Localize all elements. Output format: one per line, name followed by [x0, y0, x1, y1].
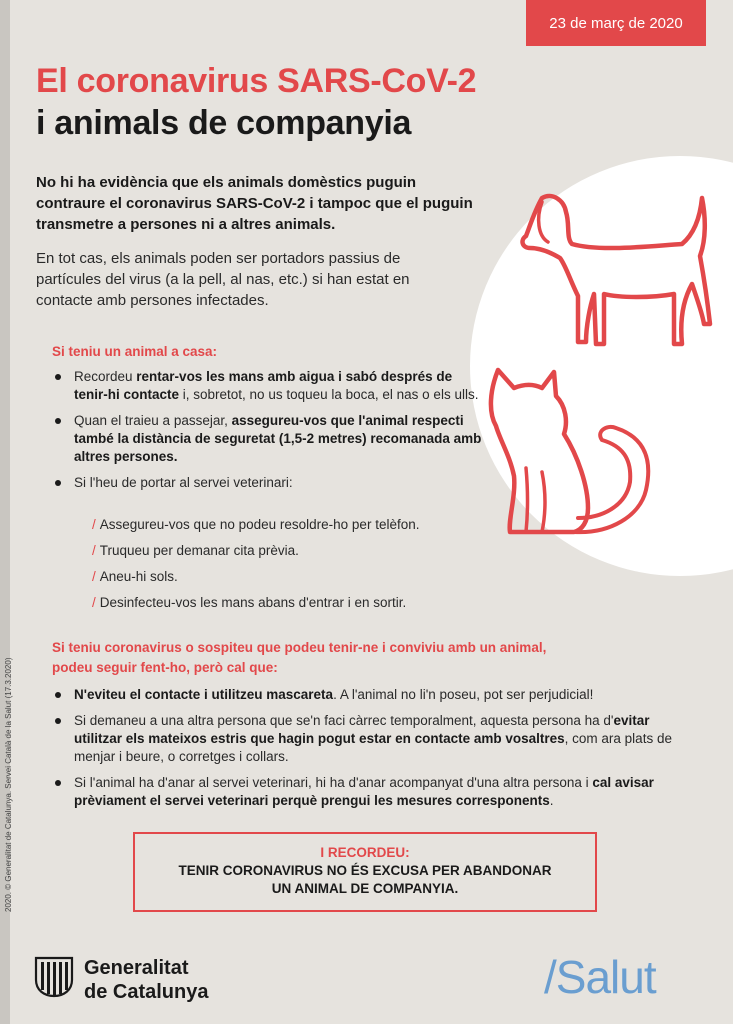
remember-message-line-2: UN ANIMAL DE COMPANYIA.	[271, 881, 459, 896]
generalitat-wordmark: Generalitat de Catalunya	[84, 957, 209, 1003]
generalitat-emblem-icon	[34, 954, 74, 998]
list-item: Si l'animal ha d'anar al servei veterinari, hi ha d'anar acompanyat d'una altra persona i cal avisar prèviament el servei veterinari perquè prengui les mesures corresponents.	[52, 774, 682, 810]
pet-illustration	[470, 156, 733, 576]
list-item: Quan el traieu a passejar, assegureu-vos que l'animal respecti també la distància de seguretat (1,5-2 metres) recomanada amb altres persones.	[52, 412, 482, 466]
intro-statement: No hi ha evidència que els animals domèstics puguin contraure el coronavirus SARS-CoV-2 i tampoc que el puguin transmetre a persones ni a altres animals.	[36, 174, 473, 233]
covid-advice-list	[52, 686, 682, 810]
slash-icon: /	[92, 543, 96, 558]
intro-text: En tot cas, els animals poden ser portadors passius de partícules del virus (a la pell, al nas, etc.) si han estat en contacte amb persones infectades.	[36, 250, 410, 309]
list-item: N'eviteu el contacte i utilitzeu mascareta. A l'animal no li'n poseu, pot ser perjudicial!	[52, 686, 682, 704]
home-advice-list	[52, 368, 482, 492]
salut-logo: /Salut	[544, 951, 656, 1003]
vet-subitem: / Truqueu per demanar cita prèvia.	[92, 543, 299, 558]
vet-subitem: / Aneu-hi sols.	[92, 569, 178, 584]
list-item: Si l'heu de portar al servei veterinari:	[52, 474, 482, 492]
title-line-2: i animals de companyia	[36, 104, 412, 142]
title-line-1: El coronavirus SARS-CoV-2	[36, 62, 477, 100]
dog-outline-icon	[523, 196, 710, 344]
section-covid-heading: Si teniu coronavirus o sospiteu que podeu tenir-ne i conviviu amb un animal, podeu seguir fent-ho, però cal que:	[52, 640, 547, 675]
remember-box	[133, 832, 597, 912]
slash-icon: /	[92, 569, 96, 584]
cat-outline-icon	[491, 370, 648, 532]
list-item: Si demaneu a una altra persona que se'n faci càrrec temporalment, aquesta persona ha d'evitar utilitzar els mateixos estris que hagin pogut estar en contacte amb vosaltres, com ara plats de menjar i beure, o corretges i collars.	[52, 712, 682, 766]
copyright-credit: 2020. © Generalitat de Catalunya. Servei Català de la Salut (17.3.2020)	[4, 657, 13, 912]
section-home-heading: Si teniu un animal a casa:	[52, 344, 218, 359]
remember-message-line-1: TENIR CORONAVIRUS NO ÉS EXCUSA PER ABANDONAR	[178, 863, 552, 878]
date-badge: 23 de març de 2020	[526, 0, 706, 46]
remember-label: I RECORDEU:	[320, 845, 410, 860]
slash-icon: /	[92, 595, 96, 610]
list-item: Recordeu rentar-vos les mans amb aigua i sabó després de tenir-hi contacte i, sobretot, no us toqueu la boca, el nas o els ulls.	[52, 368, 482, 404]
vet-subitem: / Desinfecteu-vos les mans abans d'entrar i en sortir.	[92, 595, 407, 610]
vet-subitem: / Assegureu-vos que no podeu resoldre-ho per telèfon.	[92, 517, 420, 532]
slash-icon: /	[92, 517, 96, 532]
